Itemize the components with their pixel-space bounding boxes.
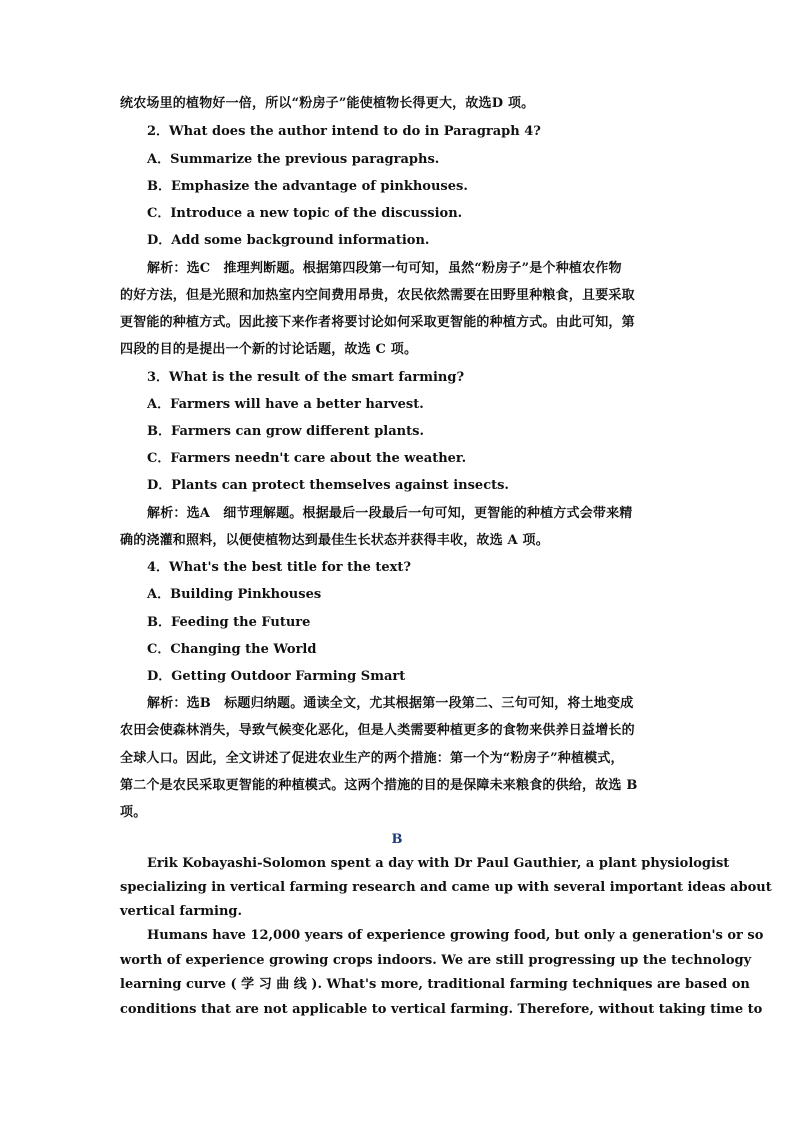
passage-b-p2-line-2: worth of experience growing crops indoors. We are still progressing up the technology [120, 953, 752, 968]
q2-option-b: B．Emphasize the advantage of pinkhouses. [147, 179, 468, 194]
q4-analysis-line-4: 第二个是农民采取更智能的种植模式。这两个措施的目的是保障未来粮食的供给，故选 B [120, 778, 638, 793]
q4-option-a: A．Building Pinkhouses [147, 587, 322, 602]
q2-question: 2．What does the author intend to do in Paragraph 4? [147, 124, 541, 139]
q3-question: 3．What is the result of the smart farming? [147, 370, 465, 385]
section-heading-b: B [391, 832, 403, 847]
q4-analysis-line-5: 项。 [120, 805, 147, 820]
q3-option-a: A．Farmers will have a better harvest. [147, 397, 424, 412]
q2-analysis-line-4: 四段的目的是提出一个新的讨论话题，故选 C 项。 [120, 342, 418, 357]
q4-analysis-line-3: 全球人口。因此，全文讲述了促进农业生产的两个措施：第一个为“粉房子”种植模式， [120, 751, 624, 766]
q2-analysis-line-3: 更智能的种植方式。因此接下来作者将要讨论如何采取更智能的种植方式。由此可知，第 [120, 315, 635, 330]
q3-analysis-text: 选A 细节理解题。根据最后一段最后一句可知，更智能的种植方式会带来精 [186, 506, 633, 521]
passage-b-p1-line-2: specializing in vertical farming research and came up with several important ideas about [120, 880, 772, 895]
q3-option-c: C．Farmers needn't care about the weather. [147, 451, 467, 466]
q4-analysis-line-1 [147, 695, 633, 713]
q3-option-b: B．Farmers can grow different plants. [147, 424, 424, 439]
q4-option-d: D．Getting Outdoor Farming Smart [147, 669, 406, 684]
q3-analysis-line-2: 确的浇灌和照料，以便使植物达到最佳生长状态并获得丰收，故选 A 项。 [120, 533, 549, 548]
passage-b-p1-line-1: Erik Kobayashi-Solomon spent a day with Dr Paul Gauthier, a plant physiologist [147, 856, 730, 871]
q3-option-d: D．Plants can protect themselves against insects. [147, 478, 509, 493]
q4-question: 4．What's the best title for the text? [147, 560, 412, 575]
q3-analysis-label: 解析： [147, 506, 187, 521]
q4-analysis-line-2: 农田会使森林消失，导致气候变化恶化，但是人类需要种植更多的食物来供养日益增长的 [120, 723, 635, 738]
q4-analysis-text: 选B 标题归纳题。通读全文，尤其根据第一段第二、三句可知，将土地变成 [186, 696, 634, 711]
q4-option-c: C．Changing the World [147, 642, 317, 657]
q1-analysis-tail: 统农场里的植物好一倍，所以“粉房子”能使植物长得更大，故选D 项。 [120, 96, 535, 111]
q2-option-a: A．Summarize the previous paragraphs. [147, 152, 440, 167]
q2-option-c: C．Introduce a new topic of the discussion. [147, 206, 463, 221]
passage-b-p2-line-3: learning curve ( 学 习 曲 线 ). What's more, traditional farming techniques are based on [120, 977, 750, 992]
q2-analysis-line-2: 的好方法，但是光照和加热室内空间费用昂贵，农民依然需要在田野里种粮食，且要采取 [120, 288, 635, 303]
passage-b-p2-line-1: Humans have 12,000 years of experience growing food, but only a generation's or so [147, 928, 764, 943]
q2-option-d: D．Add some background information. [147, 233, 430, 248]
passage-b-p2-line-4: conditions that are not applicable to vertical farming. Therefore, without taking time to [120, 1002, 763, 1017]
q2-analysis-line-1 [147, 260, 622, 278]
passage-b-p1-line-3: vertical farming. [120, 904, 243, 919]
q3-analysis-line-1 [147, 505, 633, 523]
q2-analysis-label: 解析： [147, 261, 187, 276]
q4-analysis-label: 解析： [147, 696, 187, 711]
q4-option-b: B．Feeding the Future [147, 615, 311, 630]
q2-analysis-text: 选C 推理判断题。根据第四段第一句可知，虽然“粉房子”是个种植农作物 [186, 261, 622, 276]
